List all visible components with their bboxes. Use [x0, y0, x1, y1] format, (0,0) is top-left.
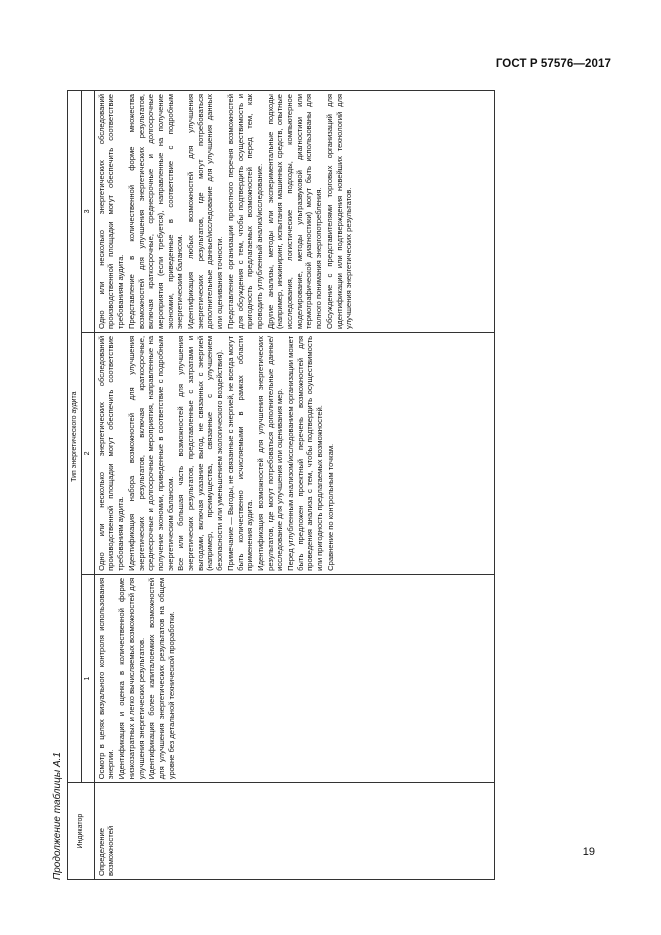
col1-cell: [94, 574, 494, 782]
col3-cell: [94, 91, 494, 333]
indicator-cell: [94, 783, 494, 880]
col3-paragraph: Обсуждение с представителями торговых организаций для идентификации или подтверждения новейших технологий для улучшения энергетических результатов.: [324, 94, 354, 329]
col2-paragraph: Идентификация набора возможностей для улучшения энергетических результатов, включая краткосрочные, среднесрочные и долгосрочные мероприятия, направленные на получение экономии, приведенные в соответствие с подробным энергетическим балансом.: [126, 335, 175, 571]
col-number-3: 3: [82, 91, 95, 333]
col3-paragraph: Идентификация любых возможностей для улучшения энергетических результатов, где могут потребоваться дополнительные данные/исследование для улучшения данных или оценивания точности.: [186, 94, 225, 329]
rotated-table-area: [49, 90, 495, 880]
col2-paragraph: Все или большая часть возможностей для улучшения энергетических результатов, представленные с затратами и выгодами, включая указание выгод, не связанных с энергией (например, преимущества, связанные с улучшением безопасности или уменьшением экологического воздействия).: [176, 335, 225, 571]
audit-table: [67, 90, 495, 880]
col-number-1: 1: [82, 574, 95, 782]
col3-paragraph: Представление в количественной форме множества возможностей для улучшения энергетических результатов, включая краткосрочные, среднесрочные и долгосрочные мероприятия (если требуется), направленные на получение экономии, приведенные в соответствие с подробным энергетическим балансом.: [126, 94, 185, 329]
col3-paragraph: Одно или несколько энергетических обследований производственной площадки могут обеспечить соответствие требованиям аудита.: [96, 94, 126, 329]
col2-cell: [94, 332, 494, 574]
table-caption: Продолжение таблицы А.1: [52, 752, 63, 880]
col3-paragraph: Другие анализы, методы или экспериментальные подходы (например, инжиниринг, испытания машинных средств, опытные исследования, логистические подходы, компьютерное моделирование, методы ультразвуковой диагностики или термографической диагностики) могут быть использованы для полного понимания энергопотребления.: [265, 94, 324, 329]
header-audit-type: Тип энергетического аудита: [68, 91, 82, 783]
col-number-2: 2: [82, 332, 95, 574]
col1-paragraph: Осмотр в целях визуального контроля использования энергии.: [96, 577, 116, 780]
col1-paragraph: Идентификация и оценка в количественной форме низкозатратных и легко вычисляемых возможностей для улучшения энергетических результатов.: [117, 577, 146, 780]
col2-paragraph: Идентификация возможностей для улучшения энергетических результатов, где могут потребоваться дополнительные данные/исследование для улучшения или оценивания мер.: [255, 335, 285, 571]
header-indicator: Индикатор: [68, 783, 95, 880]
col2-paragraph: Одно или несколько энергетических обследований производственной площадки могут обеспечить соответствие требованиям аудита.: [96, 335, 126, 571]
col3-paragraph: Представление организации проектного перечня возможностей для обсуждения с тем, чтобы подтвердить осуществимость и пригодность предлагаемых возможностей перед тем, как проводить углубленный анализ/исследование.: [225, 94, 264, 329]
col2-paragraph: Перед углубленным анализом/исследованием организации может быть предложен проектный перечень возможностей для проведения анализа с тем, чтобы подтвердить осуществимость или пригодность предлагаемых возможностей.: [286, 335, 325, 571]
document-code: ГОСТ Р 57576—2017: [495, 58, 611, 70]
col1-paragraph: Идентификация более капиталоемких возможностей для улучшения энергетических результатов на общем уровне без детальной технической проработки.: [147, 577, 176, 780]
page-number: 19: [582, 846, 595, 858]
indicator-text: Определение возможностей: [96, 825, 116, 876]
col2-note: Примечание — Выгоды, не связанные с энергией, не всегда могут быть количественно исчисляемыми в рамках области применения аудита.: [225, 335, 255, 571]
col2-paragraph: Сравнение по контрольным точкам.: [325, 443, 335, 571]
